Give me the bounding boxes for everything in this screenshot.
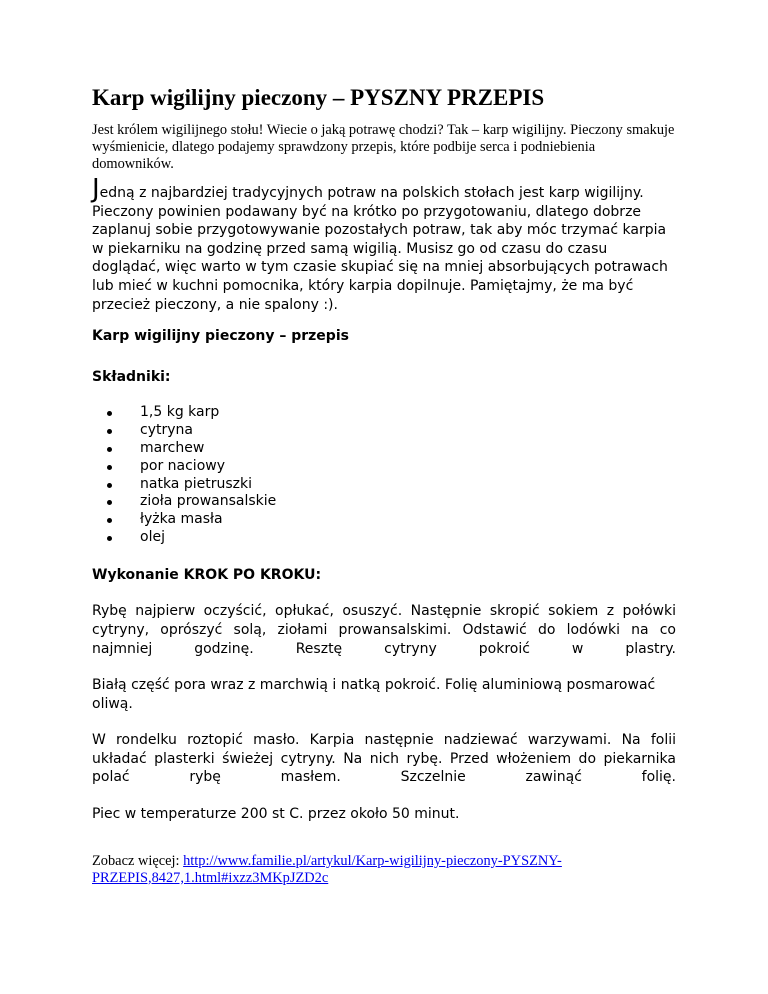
ingredients-list [92,404,676,546]
see-more-label: Zobacz więcej: [92,852,184,869]
ingredients-heading: Składniki: [92,368,171,385]
see-more [92,853,676,887]
page-title: Karp wigilijny pieczony – PYSZNY PRZEPIS [92,85,545,110]
step-paragraph: Białą część pora wraz z marchwią i natką pokroić. Folię aluminiową posmarować oliwą. [92,677,656,712]
lead-text: edną z najbardziej tradycyjnych potraw na polskich stołach jest karp wigilijny. Pieczony powinien podawany być na krótko po przygotowaniu, dlatego dobrze zaplanuj sobie przygotowywanie pozostałych potraw, tak aby móc trzymać karpia w piekarniku na godzinę przed samą wigilią. Musisz go od czasu do czasu doglądać, więc warto w tym czasie skupiać się na mniej absorbujących potrawach lub mieć w kuchni pomocnika, który karpia dopilnuje. Pamiętajmy, że ma być przecież pieczony, a nie spalony :). [92,185,668,313]
step-paragraph: Rybę najpierw oczyścić, opłukać, osuszyć. Następnie skropić sokiem z połówki cytryny, oprószyć solą, ziołami prowansalskimi. Odstawić do lodówki na co najmniej godzinę. Resztę cytryny pokroić w plastry. [92,603,676,657]
ingredient-item: zioła prowansalskie [140,493,676,511]
ingredient-item: olej [140,529,676,547]
ingredient-item: por naciowy [140,458,676,476]
article [92,84,676,887]
steps-heading: Wykonanie KROK PO KROKU: [92,566,322,583]
intro-paragraph: Jest królem wigilijnego stołu! Wiecie o jaką potrawę chodzi? Tak – karp wigilijny. Pieczony smakuje wyśmienicie, dlatego podajemy sprawdzony przepis, które podbije serca i podniebienia domowników. [92,122,675,172]
lead-paragraph [92,174,676,314]
lead-initial: J [92,174,100,204]
step-paragraph: W rondelku roztopić masło. Karpia następnie nadziewać warzywami. Na folii układać plasterki świeżej cytryny. Na nich rybę. Przed włożeniem do piekarnika polać rybę masłem. Szczelnie zawinąć folię. [92,732,676,786]
recipe-heading: Karp wigilijny pieczony – przepis [92,328,349,345]
step-paragraph: Piec w temperaturze 200 st C. przez około 50 minut. [92,806,460,823]
ingredient-item: natka pietruszki [140,476,676,494]
source-link[interactable]: http://www.familie.pl/artykul/Karp-wigilijny-pieczony-PYSZNY-PRZEPIS,8427,1.html#ixzz3MKpJZD2c [92,852,562,886]
ingredient-item: marchew [140,440,676,458]
ingredient-item: 1,5 kg karp [140,404,676,422]
ingredient-item: cytryna [140,422,676,440]
ingredient-item: łyżka masła [140,511,676,529]
